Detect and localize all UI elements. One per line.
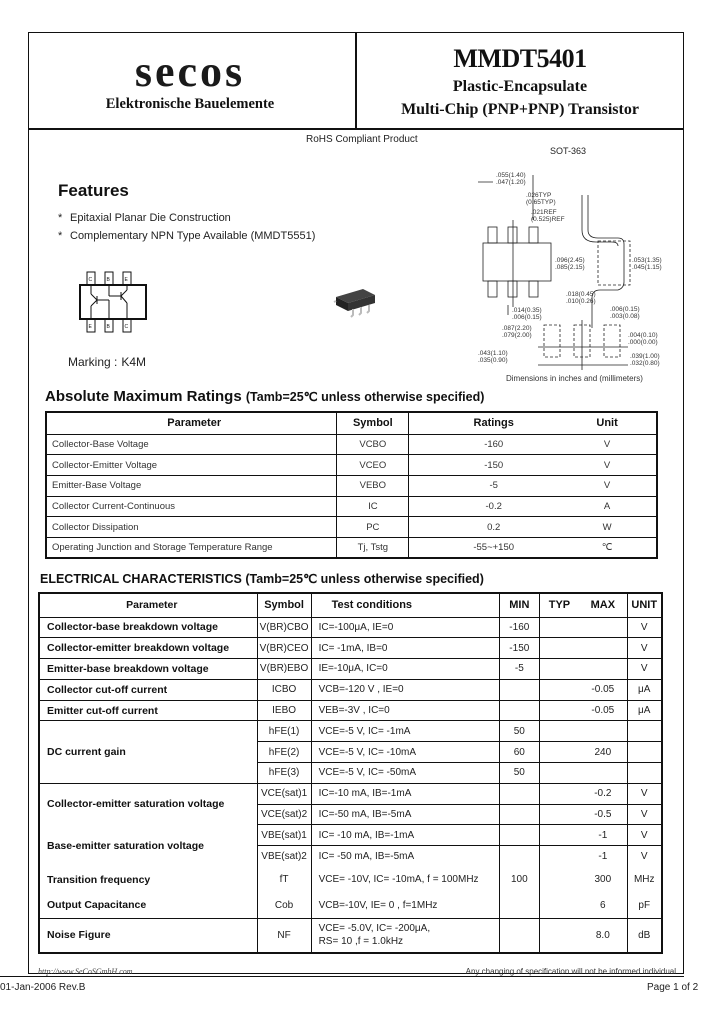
cell-min xyxy=(499,700,539,721)
footer-date-rev: 01-Jan-2006 Rev.B xyxy=(0,982,86,993)
cell-typ xyxy=(539,846,579,867)
cell-symbol: V(BR)CBO xyxy=(257,617,311,638)
svg-text:.085(2.15): .085(2.15) xyxy=(555,264,585,271)
elec-table xyxy=(38,592,663,954)
marking xyxy=(68,355,146,369)
cell-test-line-1: VCE= -5.0V, IC= -200μA, xyxy=(318,923,431,935)
footer-page-number: Page 1 of 2 xyxy=(647,982,699,993)
cell-typ xyxy=(539,825,579,846)
svg-text:.032(0.80): .032(0.80) xyxy=(630,360,660,367)
svg-text:.021REF: .021REF xyxy=(531,209,557,216)
cell-parameter: Collector-Base Voltage xyxy=(46,434,337,455)
cell-parameter: Operating Junction and Storage Temperature Range xyxy=(46,537,337,558)
footer-note: Any changing of specification will not be informed individual xyxy=(465,967,676,976)
cell-unit: V xyxy=(627,617,662,638)
cell-rating: -5 xyxy=(409,475,578,496)
marking-label: Marking : xyxy=(68,355,118,369)
col-ratings: Ratings xyxy=(409,412,578,434)
cell-max: -0.5 xyxy=(579,804,627,825)
cell-parameter: Collector-base breakdown voltage xyxy=(39,617,257,638)
table-row xyxy=(46,434,657,455)
cell-typ xyxy=(539,617,579,638)
cell-min: -150 xyxy=(499,638,539,659)
cell-unit: V xyxy=(578,434,657,455)
cell-symbol: hFE(2) xyxy=(257,742,311,763)
cell-unit xyxy=(627,763,662,784)
cell-test: IC=-50 mA, IB=-5mA xyxy=(311,804,499,825)
svg-text:E: E xyxy=(88,324,92,330)
cell-unit: μA xyxy=(627,679,662,700)
feature-text: Epitaxial Planar Die Construction xyxy=(70,212,231,224)
cell-parameter: Emitter-base breakdown voltage xyxy=(39,659,257,680)
logo-wordmark: secos xyxy=(134,47,246,96)
table-header-row xyxy=(46,412,657,434)
col-unit: Unit xyxy=(578,412,657,434)
cell-symbol: IC xyxy=(337,496,409,517)
cell-unit: V xyxy=(627,659,662,680)
cell-test: IC= -50 mA, IB=-5mA xyxy=(311,846,499,867)
cell-min xyxy=(499,679,539,700)
svg-text:.047(1.20): .047(1.20) xyxy=(496,179,526,186)
cell-symbol: PC xyxy=(337,517,409,538)
cell-max: 240 xyxy=(579,742,627,763)
table-row xyxy=(39,638,662,659)
pinout-schematic xyxy=(70,270,150,339)
features-heading: Features xyxy=(58,181,129,200)
abs-max-title: Absolute Maximum Ratings xyxy=(45,388,242,405)
cell-parameter: Collector-emitter breakdown voltage xyxy=(39,638,257,659)
cell-min xyxy=(499,846,539,867)
cell-symbol: IEBO xyxy=(257,700,311,721)
svg-text:C: C xyxy=(124,324,129,330)
col-max: MAX xyxy=(579,593,627,617)
cell-parameter: Emitter cut-off current xyxy=(39,700,257,721)
company-tagline: Elektronische Bauelemente xyxy=(105,96,275,112)
cell-parameter: Base-emitter saturation voltage xyxy=(39,825,257,867)
cell-symbol: fT xyxy=(257,867,311,893)
cell-max: -0.05 xyxy=(579,700,627,721)
cell-typ xyxy=(539,742,579,763)
cell-min: 50 xyxy=(499,721,539,742)
svg-text:.035(0.90): .035(0.90) xyxy=(478,357,508,364)
table-row xyxy=(46,517,657,538)
col-symbol: Symbol xyxy=(337,412,409,434)
col-parameter: Parameter xyxy=(46,412,337,434)
feature-item xyxy=(58,230,315,242)
svg-text:.006(0.15): .006(0.15) xyxy=(610,306,640,313)
cell-parameter: Transition frequency xyxy=(39,867,257,893)
cell-symbol: VCE(sat)1 xyxy=(257,783,311,804)
table-row xyxy=(39,659,662,680)
abs-max-table xyxy=(45,411,658,559)
cell-symbol: NF xyxy=(257,919,311,953)
cell-max: -0.2 xyxy=(579,783,627,804)
cell-typ xyxy=(539,763,579,784)
package-outline-drawing xyxy=(478,165,678,375)
table-row xyxy=(39,617,662,638)
svg-text:.096(2.45): .096(2.45) xyxy=(555,257,585,264)
svg-text:.079(2.00): .079(2.00) xyxy=(502,332,532,339)
cell-test: VEB=-3V , IC=0 xyxy=(311,700,499,721)
cell-unit: W xyxy=(578,517,657,538)
cell-unit: V xyxy=(578,455,657,476)
svg-text:.010(0.26): .010(0.26) xyxy=(566,298,596,305)
col-typ: TYP xyxy=(539,593,579,617)
cell-min: -5 xyxy=(499,659,539,680)
cell-test: VCE=-5 V, IC= -1mA xyxy=(311,721,499,742)
cell-test-line-2: RS= 10 ,f = 1.0kHz xyxy=(318,936,404,948)
cell-typ xyxy=(539,919,579,953)
cell-unit: MHz xyxy=(633,874,655,886)
table-row xyxy=(39,919,662,953)
cell-parameter: Collector Dissipation xyxy=(46,517,337,538)
svg-text:.055(1.40): .055(1.40) xyxy=(496,172,526,179)
cell-parameter: Emitter-Base Voltage xyxy=(46,475,337,496)
cell-parameter: Noise Figure xyxy=(39,919,257,953)
cell-symbol: VCEO xyxy=(337,455,409,476)
col-unit: UNIT xyxy=(627,593,662,617)
svg-text:.006(0.15): .006(0.15) xyxy=(512,314,542,321)
cell-symbol: VCE(sat)2 xyxy=(257,804,311,825)
svg-text:B: B xyxy=(106,277,110,283)
svg-text:.043(1.10): .043(1.10) xyxy=(478,350,508,357)
table-row xyxy=(46,475,657,496)
svg-text:.014(0.35): .014(0.35) xyxy=(512,307,542,314)
cell-symbol: ICBO xyxy=(257,679,311,700)
cell-parameter: Collector-Emitter Voltage xyxy=(46,455,337,476)
cell-typ xyxy=(539,783,579,804)
cell-test: IE=-10μA, IC=0 xyxy=(311,659,499,680)
cell-test: IC= -1mA, IB=0 xyxy=(311,638,499,659)
cell-symbol: VCBO xyxy=(337,434,409,455)
table-row xyxy=(39,893,662,919)
cell-min: 100 xyxy=(499,867,539,893)
cell-parameter: Collector cut-off current xyxy=(39,679,257,700)
cell-typ xyxy=(539,804,579,825)
cell-max: 8.0 xyxy=(579,919,627,953)
cell-max: 6 xyxy=(579,893,627,919)
feature-item xyxy=(58,212,231,224)
col-parameter: Parameter xyxy=(39,593,257,617)
cell-test: VCE=-5 V, IC= -10mA xyxy=(311,742,499,763)
cell-test: VCB=-10V, IE= 0 , f=1MHz xyxy=(311,893,499,919)
cell-unit xyxy=(627,721,662,742)
cell-unit: V xyxy=(627,638,662,659)
svg-text:.039(1.00): .039(1.00) xyxy=(630,353,660,360)
footer-url[interactable]: http://www.SeCoSGmbH.com xyxy=(38,967,133,976)
cell-symbol: V(BR)EBO xyxy=(257,659,311,680)
cell-typ xyxy=(539,638,579,659)
cell-unit: pF xyxy=(638,899,651,911)
cell-typ xyxy=(539,700,579,721)
cell-test: VCE=-5 V, IC= -50mA xyxy=(311,763,499,784)
table-row xyxy=(46,496,657,517)
cell-typ xyxy=(539,679,579,700)
cell-min: -160 xyxy=(499,617,539,638)
table-row xyxy=(39,679,662,700)
svg-text:.004(0.10): .004(0.10) xyxy=(628,332,658,339)
col-min: MIN xyxy=(499,593,539,617)
cell-max xyxy=(579,638,627,659)
cell-max xyxy=(579,659,627,680)
cell-max: 300 xyxy=(579,867,627,893)
cell-rating: -150 xyxy=(409,455,578,476)
svg-text:(0.65TYP): (0.65TYP) xyxy=(526,199,556,206)
table-row xyxy=(39,783,662,804)
cell-max: -0.05 xyxy=(579,679,627,700)
cell-symbol: VEBO xyxy=(337,475,409,496)
cell-test: VCB=-120 V , IE=0 xyxy=(311,679,499,700)
abs-max-condition: (Tamb=25℃ unless otherwise specified) xyxy=(245,390,485,404)
cell-max xyxy=(579,721,627,742)
marking-value: K4M xyxy=(121,355,147,369)
cell-unit: dB xyxy=(627,919,662,953)
table-row xyxy=(39,721,662,742)
elec-heading: ELECTRICAL CHARACTERISTICS (Tamb=25℃ unless otherwise specified) xyxy=(40,572,484,586)
cell-min: 50 xyxy=(499,763,539,784)
cell-unit: μA xyxy=(627,700,662,721)
package-name: SOT-363 xyxy=(550,146,587,156)
chip-image xyxy=(333,285,383,326)
table-row xyxy=(39,867,662,893)
table-header-row xyxy=(39,593,662,617)
cell-unit: A xyxy=(578,496,657,517)
svg-text:.053(1.35): .053(1.35) xyxy=(632,257,662,264)
feature-text: Complementary NPN Type Available (MMDT5551) xyxy=(70,230,316,242)
cell-min xyxy=(499,893,539,919)
svg-text:.003(0.08): .003(0.08) xyxy=(610,313,640,320)
svg-text:.045(1.15): .045(1.15) xyxy=(632,264,662,271)
cell-unit: V xyxy=(627,825,662,846)
part-number: MMDT5401 xyxy=(453,44,587,73)
cell-unit: V xyxy=(627,783,662,804)
svg-text:C: C xyxy=(88,277,93,283)
svg-text:.018(0.45): .018(0.45) xyxy=(566,291,596,298)
cell-rating: -160 xyxy=(409,434,578,455)
part-subtitle-1: Plastic-Encapsulate xyxy=(452,78,588,95)
cell-max: -1 xyxy=(579,846,627,867)
svg-text:.087(2.20): .087(2.20) xyxy=(502,325,532,332)
rohs-label: RoHS Compliant Product xyxy=(306,134,418,145)
cell-test: VCE= -10V, IC= -10mA, f = 100MHz xyxy=(311,867,499,893)
table-row xyxy=(39,700,662,721)
cell-min xyxy=(499,783,539,804)
col-test-conditions: Test conditions xyxy=(311,593,499,617)
svg-text:E: E xyxy=(124,277,128,283)
cell-typ xyxy=(539,893,579,919)
cell-test: IC= -10 mA, IB=-1mA xyxy=(311,825,499,846)
footer-divider xyxy=(0,976,684,977)
cell-symbol: Tj, Tstg xyxy=(337,537,409,558)
cell-unit: ℃ xyxy=(578,537,657,558)
cell-rating: -55~+150 xyxy=(409,537,578,558)
cell-test: IC=-10 mA, IB=-1mA xyxy=(311,783,499,804)
cell-symbol: hFE(3) xyxy=(257,763,311,784)
cell-unit: V xyxy=(627,804,662,825)
svg-text:(0.525)REF: (0.525)REF xyxy=(531,216,565,223)
cell-max: -1 xyxy=(579,825,627,846)
cell-typ xyxy=(539,659,579,680)
bullet: * xyxy=(58,212,63,224)
table-row xyxy=(39,825,662,846)
cell-unit: V xyxy=(627,846,662,867)
cell-rating: 0.2 xyxy=(409,517,578,538)
dimension-note: Dimensions in inches and (millimeters) xyxy=(506,374,643,383)
cell-symbol: Cob xyxy=(257,893,311,919)
table-row xyxy=(46,537,657,558)
col-symbol: Symbol xyxy=(257,593,311,617)
cell-parameter: Collector Current-Continuous xyxy=(46,496,337,517)
cell-min xyxy=(499,825,539,846)
cell-typ xyxy=(539,867,579,893)
cell-max xyxy=(579,617,627,638)
svg-text:B: B xyxy=(106,324,110,330)
cell-typ xyxy=(539,721,579,742)
cell-test: IC=-100μA, IE=0 xyxy=(311,617,499,638)
cell-symbol: VBE(sat)2 xyxy=(257,846,311,867)
cell-min xyxy=(499,919,539,953)
svg-text:.000(0.00): .000(0.00) xyxy=(628,339,658,346)
cell-rating: -0.2 xyxy=(409,496,578,517)
cell-unit xyxy=(627,742,662,763)
part-subtitle-2: Multi-Chip (PNP+PNP) Transistor xyxy=(401,101,639,118)
cell-parameter: Output Capacitance xyxy=(39,893,257,919)
bullet: * xyxy=(58,230,63,242)
cell-max xyxy=(579,763,627,784)
table-row xyxy=(46,455,657,476)
abs-max-heading xyxy=(45,388,484,405)
cell-unit: V xyxy=(578,475,657,496)
cell-test xyxy=(311,919,499,953)
cell-symbol: VBE(sat)1 xyxy=(257,825,311,846)
cell-symbol: hFE(1) xyxy=(257,721,311,742)
cell-parameter: Collector-emitter saturation voltage xyxy=(39,783,257,825)
cell-symbol: V(BR)CEO xyxy=(257,638,311,659)
cell-min xyxy=(499,804,539,825)
cell-min: 60 xyxy=(499,742,539,763)
company-logo xyxy=(100,47,280,113)
cell-parameter: DC current gain xyxy=(39,721,257,783)
svg-text:.026TYP: .026TYP xyxy=(526,192,552,199)
